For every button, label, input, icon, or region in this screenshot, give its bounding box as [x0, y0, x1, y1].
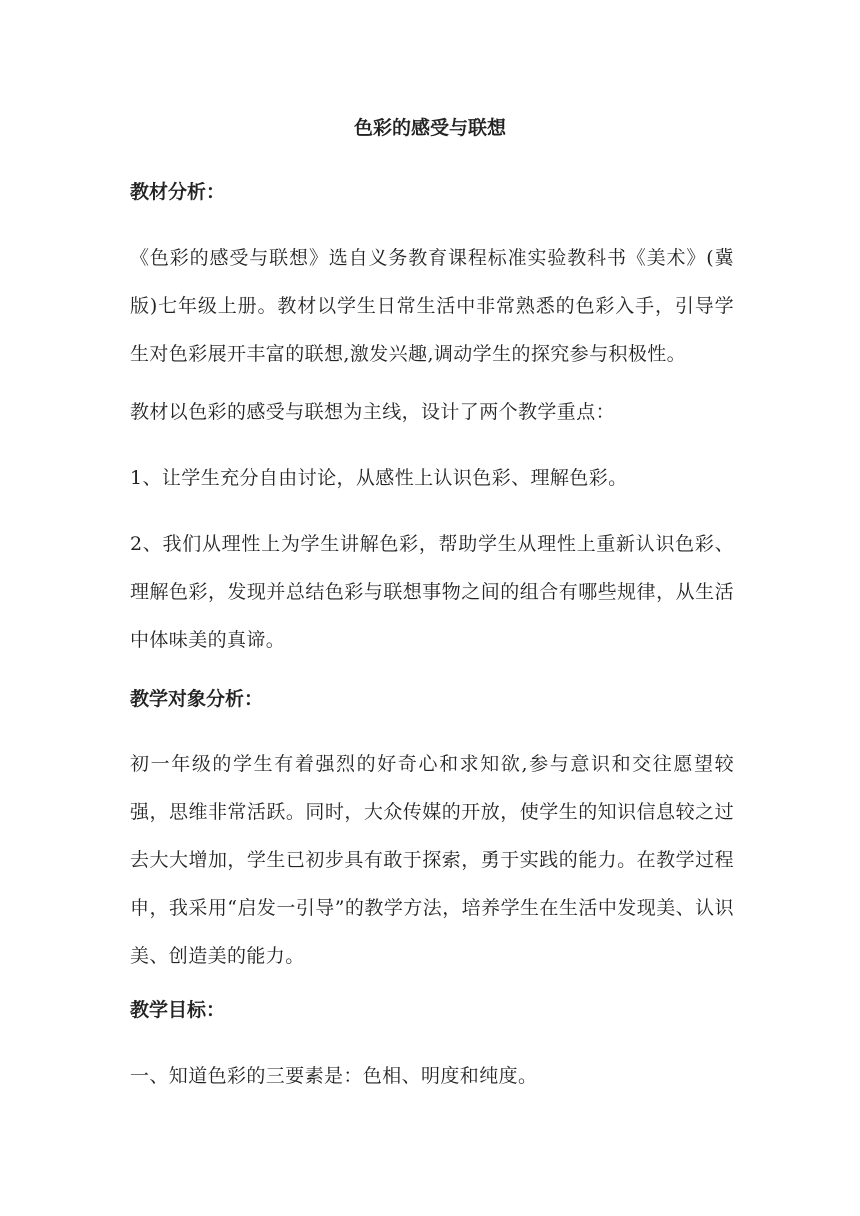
paragraph-textbook-intro: 《色彩的感受与联想》选自义务教育课程标准实验教科书《美术》(冀版)七年级上册。教材以学生日常生活中非常熟悉的色彩入手，引导学生对色彩展开丰富的联想,激发兴趣,调动学生的探究参与积极性。	[130, 247, 734, 365]
document-title: 色彩的感受与联想	[353, 117, 506, 139]
paragraph-focus-point-2: 2、我们从理性上为学生讲解色彩，帮助学生从理性上重新认识色彩、理解色彩，发现并总结色彩与联想事物之间的组合有哪些规律，从生活中体味美的真谛。	[130, 533, 734, 651]
section-heading-student-analysis: 教学对象分析：	[130, 688, 264, 710]
paragraph-student-analysis: 初一年级的学生有着强烈的好奇心和求知欲,参与意识和交往愿望较强，思维非常活跃。同时，大众传媒的开放，使学生的知识信息较之过去大大增加，学生已初步具有敢于探索，勇于实践的能力。在教学过程申，我采用“启发一引导”的教学方法，培养学生在生活中发现美、认识美、创造美的能力。	[130, 753, 734, 967]
section-heading-teaching-goals: 教学目标：	[130, 999, 226, 1021]
paragraph-goal-1: 一、知道色彩的三要素是：色相、明度和纯度。	[130, 1065, 538, 1087]
paragraph-teaching-focus-intro: 教材以色彩的感受与联想为主线，设计了两个教学重点：	[130, 401, 616, 423]
section-heading-textbook-analysis: 教材分析：	[130, 181, 226, 203]
paragraph-focus-point-1: 1、让学生充分自由讨论，从感性上认识色彩、理解色彩。	[130, 467, 628, 489]
